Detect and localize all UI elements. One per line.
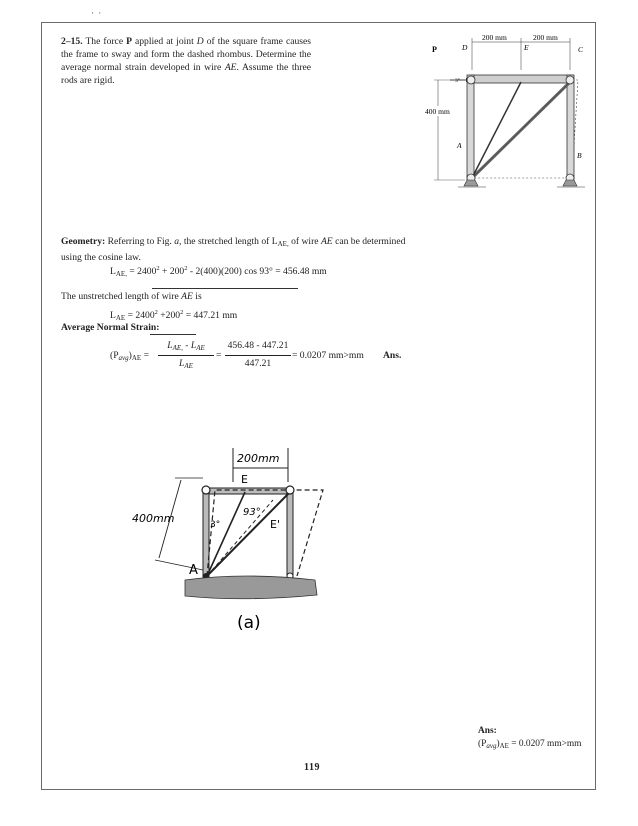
geometry-paragraph: [61, 235, 406, 265]
wire-symbol: AE: [320, 236, 333, 247]
eq-text: = 447.21 mm: [183, 310, 238, 321]
sketch-label-A: A: [189, 563, 198, 578]
eq-text: (P: [110, 350, 119, 361]
label-A: A: [457, 141, 462, 150]
sketch-label-E: E: [241, 473, 248, 486]
eq-text: ): [128, 350, 132, 361]
eq-text: ): [496, 739, 500, 749]
text: is: [192, 291, 202, 302]
page-number: 119: [304, 762, 320, 773]
equals-sign: =: [216, 350, 222, 361]
wire-symbol: AE: [181, 291, 193, 302]
eq-text: L: [110, 266, 116, 277]
fraction-1-numerator: [158, 340, 214, 352]
eq-text: = 0.0207 mm>mm: [508, 739, 582, 749]
unstretched-text: [61, 291, 202, 302]
problem-number: 2–15.: [61, 36, 83, 47]
eq-text: = 2400: [126, 266, 157, 277]
text: Referring to Fig.: [105, 236, 175, 247]
label-B: B: [577, 151, 582, 160]
eq-text: - L: [182, 340, 197, 351]
fraction-1-denominator: [158, 358, 214, 370]
label-D: D: [462, 43, 468, 52]
sketch-label-E2: E': [270, 518, 280, 531]
eq-text: (P: [478, 739, 487, 749]
deformed-frame-sketch: [132, 440, 335, 640]
fraction-2-denominator: 447.21: [244, 358, 272, 369]
sketch-caption: (a): [237, 613, 261, 633]
cosine-law-equation: [110, 265, 327, 278]
unstretched-equation: [110, 309, 237, 322]
sketch-dim-top: 200mm: [237, 452, 280, 465]
eq-text: =: [141, 350, 149, 361]
subscript: AE,: [277, 240, 289, 248]
dim-label-right: 200 mm: [533, 33, 558, 42]
wire-symbol: AE: [224, 62, 237, 73]
geometry-heading: Geometry:: [61, 236, 106, 247]
eq-text: L: [167, 340, 173, 351]
subscript: AE,: [115, 270, 127, 278]
fig-ref: a: [174, 236, 180, 247]
height-label: 400 mm: [425, 107, 450, 116]
eq-text: = 2400: [125, 310, 155, 321]
problem-text: applied at joint: [131, 36, 197, 47]
fraction-1-bar: [158, 355, 214, 356]
strain-lhs: [110, 350, 149, 362]
sketch-dim-left: 400mm: [132, 512, 175, 525]
dim-label-left: 200 mm: [482, 33, 507, 42]
problem-text: of the square frame causes the frame to sway and form the dashed rhombus. Determine the average normal strain developed in wire: [61, 36, 311, 73]
answer-box: [478, 725, 581, 753]
joint-symbol: D: [196, 36, 204, 47]
eq-text: L: [110, 310, 116, 321]
force-symbol: P: [126, 36, 132, 47]
ans-label: Ans.: [383, 350, 402, 361]
header-dots: · ·: [91, 8, 103, 18]
problem-statement: [61, 35, 311, 87]
text: , the stretched length of L: [179, 236, 278, 247]
fraction-2-bar: [225, 355, 291, 356]
problem-text: . Assume the three rods are rigid.: [61, 62, 312, 86]
subscript: AE: [499, 742, 509, 750]
sketch-label-3: 3°: [210, 520, 221, 530]
radical-bar-2: [150, 334, 196, 335]
subscript: AE: [131, 354, 142, 362]
frame-figure: [420, 30, 595, 195]
subscript: AE: [196, 344, 205, 352]
subscript: avg: [486, 742, 497, 750]
strain-result: = 0.0207 mm>mm: [292, 350, 364, 361]
eq-text: - 2(400)(200) cos 93° = 456.48 mm: [187, 266, 327, 277]
radical-bar: [152, 288, 298, 289]
answer-value: [478, 738, 581, 753]
label-C: C: [578, 45, 584, 54]
label-3deg: 3°: [455, 78, 460, 84]
sketch-label-93: 93°: [243, 507, 261, 518]
subscript: AE: [115, 314, 126, 322]
problem-text: The force: [85, 36, 127, 47]
strain-heading: Average Normal Strain:: [61, 322, 160, 333]
superscript: 2: [180, 309, 184, 316]
subscript: AE,: [172, 344, 183, 352]
superscript: 2: [154, 309, 158, 316]
eq-text: L: [179, 358, 185, 369]
text: The unstretched length of wire: [61, 291, 182, 302]
fraction-2-numerator: 456.48 - 447.21: [227, 340, 289, 351]
superscript: 2: [156, 265, 160, 272]
label-P: P: [432, 45, 437, 54]
eq-text: + 200: [159, 266, 185, 277]
superscript: 2: [184, 265, 188, 272]
answer-label: Ans:: [478, 726, 497, 736]
text: can be determined using the cosine law.: [61, 236, 406, 263]
label-E: E: [524, 43, 529, 52]
subscript: avg: [118, 354, 129, 362]
text: of wire: [288, 236, 321, 247]
eq-text: +200: [157, 310, 181, 321]
subscript: AE: [184, 362, 193, 370]
